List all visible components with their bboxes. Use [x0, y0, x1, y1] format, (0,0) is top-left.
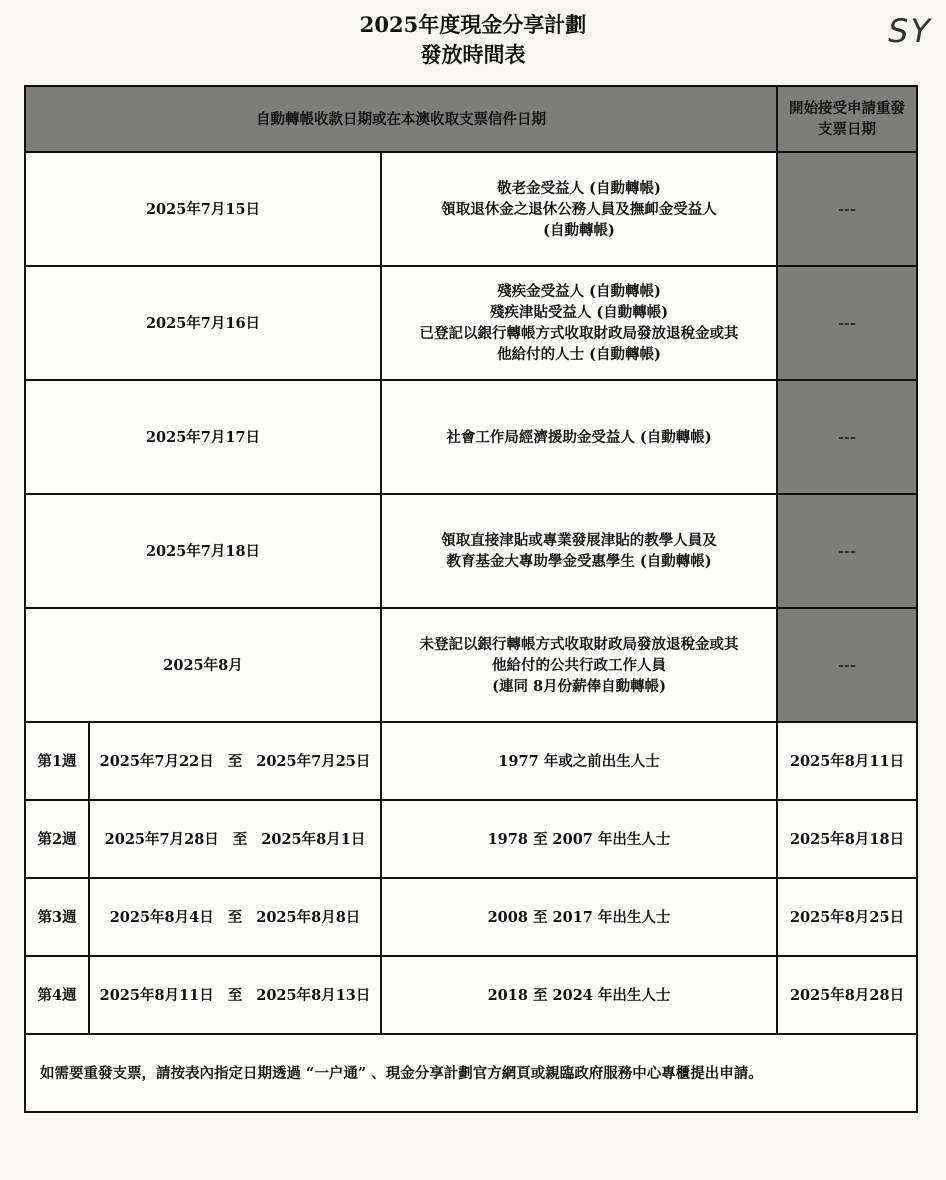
auto-description: 殘疾金受益人 (自動轉帳) 殘疾津貼受益人 (自動轉帳) 已登記以銀行轉帳方式收取財政局發放退稅金或其 他給付的人士 (自動轉帳)	[381, 266, 777, 380]
footnote: 如需要重發支票，請按表內指定日期透過 “一户通” 、現金分享計劃官方網頁或親臨政府服務中心專櫃提出申請。	[25, 1034, 917, 1112]
auto-date: 2025年7月15日	[25, 152, 381, 266]
week-date-range: 2025年7月28日 至 2025年8月1日	[89, 800, 381, 878]
handwritten-mark: SY	[888, 12, 932, 50]
auto-reissue: ---	[777, 494, 917, 608]
week-birth-group: 1977 年或之前出生人士	[381, 722, 777, 800]
header-reissue-cell: 開始接受申請重發支票日期	[777, 86, 917, 152]
week-reissue-date: 2025年8月25日	[777, 878, 917, 956]
auto-date: 2025年7月17日	[25, 380, 381, 494]
auto-row	[25, 266, 917, 380]
auto-row	[25, 608, 917, 722]
week-date-range: 2025年7月22日 至 2025年7月25日	[89, 722, 381, 800]
auto-date: 2025年8月	[25, 608, 381, 722]
auto-reissue: ---	[777, 608, 917, 722]
week-reissue-date: 2025年8月28日	[777, 956, 917, 1034]
auto-row	[25, 380, 917, 494]
week-label: 第2週	[25, 800, 89, 878]
footnote-row	[25, 1034, 917, 1112]
week-reissue-date: 2025年8月11日	[777, 722, 917, 800]
auto-description: 領取直接津貼或專業發展津貼的教學人員及 教育基金大專助學金受惠學生 (自動轉帳)	[381, 494, 777, 608]
auto-date: 2025年7月16日	[25, 266, 381, 380]
week-birth-group: 2008 至 2017 年出生人士	[381, 878, 777, 956]
week-birth-group: 1978 至 2007 年出生人士	[381, 800, 777, 878]
auto-description: 社會工作局經濟援助金受益人 (自動轉帳)	[381, 380, 777, 494]
week-reissue-date: 2025年8月18日	[777, 800, 917, 878]
header-main-cell: 自動轉帳收款日期或在本澳收取支票信件日期	[25, 86, 777, 152]
schedule-table	[24, 85, 918, 1113]
title-line-1: 2025年度現金分享計劃	[359, 12, 587, 37]
auto-description: 未登記以銀行轉帳方式收取財政局發放退稅金或其 他給付的公共行政工作人員 (連同 8月份薪俸自動轉帳)	[381, 608, 777, 722]
week-label: 第1週	[25, 722, 89, 800]
auto-row	[25, 494, 917, 608]
week-label: 第3週	[25, 878, 89, 956]
auto-row	[25, 152, 917, 266]
auto-date: 2025年7月18日	[25, 494, 381, 608]
week-birth-group: 2018 至 2024 年出生人士	[381, 956, 777, 1034]
auto-reissue: ---	[777, 380, 917, 494]
week-date-range: 2025年8月11日 至 2025年8月13日	[89, 956, 381, 1034]
document-title	[0, 10, 946, 70]
week-row	[25, 956, 917, 1034]
week-row	[25, 878, 917, 956]
title-line-2: 發放時間表	[420, 42, 526, 67]
week-row	[25, 722, 917, 800]
week-row	[25, 800, 917, 878]
auto-description: 敬老金受益人 (自動轉帳) 領取退休金之退休公務人員及撫卹金受益人 (自動轉帳)	[381, 152, 777, 266]
week-label: 第4週	[25, 956, 89, 1034]
auto-reissue: ---	[777, 152, 917, 266]
week-date-range: 2025年8月4日 至 2025年8月8日	[89, 878, 381, 956]
auto-reissue: ---	[777, 266, 917, 380]
header-row	[25, 86, 917, 152]
